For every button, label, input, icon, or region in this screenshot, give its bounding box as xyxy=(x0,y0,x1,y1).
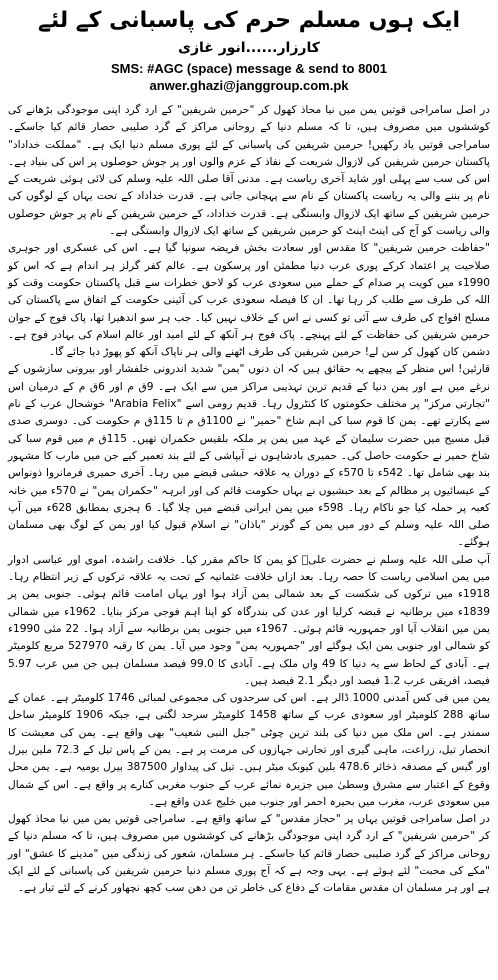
sms-instructions: SMS: #AGC (space) message & send to 8001 xyxy=(111,61,387,76)
article-paragraph: در اصل سامراجی قوتیں یمن میں نیا محاذ کھول کر "حرمین شریفین" کے ارد گرد اپنی موجودگی بڑھانے کی کوششوں میں مصروف ہیں، تا کہ مسلم دنیا کے روحانی مراکز کے گرد صلیبی حصار قائم کیا جاسکے۔ سامراجی قوتیں یاد رکھیں! حرمین شریفین کی پاسبانی کے لئے پوری مسلم دنیا ایک ہے۔ "مملکت خداداد" پاکستان حرمین شریفین کی لازوال شریعت کے نفاذ کے عزم والوں اور پر جوش حوصلوں پر اس کی بنیاد ہے۔ اس کی سب سے پہلی اور شاید آخری ریاست ہے۔ مدنی آقا صلی اللہ علیہ وسلم کی لائی ہوئی شریعت کے نام پر بننے والی یہ ریاست پاکستان کے نام سے پہچانی جاتی ہے۔ قدرت خداداد کے تحت یہاں کے لوگوں کی حرمین شریفین کے ساتھ ایک لازوال وابستگی ہے۔ قدرت خداداد، کے حرمین شریفین کے نام پر جوش حوصلوں والی ریاست کو آج کی اینٹ اینٹ کو حرمین شریفین کے ساتھ ایک لازوال وابستگی ہے۔ xyxy=(8,104,490,238)
article-paragraph: "حفاظت حرمین شریفین" کا مقدس اور سعادت بخش فریضہ سونپا گیا ہے۔ اس کی عسکری اور جوہری صلاحیت پر اعتماد کرکے پوری عرب دنیا مطمئن اور پرسکون ہے۔ عالم کفر گرلز ہر اندام ہے کہ اس کو 1990ء میں کویت پر صدام کے حملے میں سعودی عرب کو لاحق خطرات سے قبل پاکستان حکومت وقت کو اللہ کی طرف سے طلب کر رہا تھا۔ ان کا فیصلہ سعودی عرب کی آئینی حکومت کے اتفاق سے پاکستان کی مسلح افواج کی طرف سے آئی تو کسی نے اس کے خلاف نہیں کیا۔ جب ہر سو اندھیرا تھا، پاک فوج کے جوان حرمین شریفین کی حفاظت کے لئے پہنچے۔ پاک فوج ہر آنکھ کے لئے امید اور عالم اسلام کی بہادر فوج ہے۔ دشمن کان کھول کر سن لے! حرمین شریفین کی طرف اٹھنے والی ہر ناپاک آنکھ کو پھوڑ دیا جائے گا۔ xyxy=(8,242,490,359)
article-body xyxy=(6,102,492,898)
article-paragraph: قارئین! اس منظر کے پیچھے یہ حقائق ہیں کہ ان دنوں "یمن" شدید اندرونی خلفشار اور بیرونی سازشوں کے نرغے میں ہے اور یمن دنیا کے قدیم ترین تہذیبی مراکز میں سے ایک ہے۔ 9ق م اور 6ق م کے درمیان اس "تجارتی مرکز" پر مختلف حکومتوں کا کنٹرول رہا۔ قدیم رومی اسے "Arabia Felix" خوشحال عرب کے نام سے پکارتے تھے۔ یمن کا قوم سبا کی اہم شاخ "حمیر" نے 1100ق م تا 115ق م حکومت کی۔ دوسری صدی قبل مسیح میں حضرت سلیمان کے عہد میں یمن پر ملکہ بلقیس حکمران تھیں۔ 115ق م میں قوم سبا کی شاخ حمیر نے حکومت حاصل کی۔ حمیری بادشاہوں نے آبپاشی کے لئے بند تعمیر کیے جن میں مارب کا مشہور بند بھی شامل تھا۔ 542ء تا 570ء کے دوران یہ علاقہ حبشی قبضے میں رہا۔ آخری حمیری فرمانروا ذونواس کے عیسائیوں پر مظالم کے بعد حبشیوں نے یہاں حکومت قائم کی اور ابرہہ "حکمران یمن" نے 570ء میں خانہ کعبہ پر حملہ کیا جو ناکام رہا۔ 598ء میں یمن ایرانی قبضے میں چلا گیا۔ 6 ہجری بمطابق 628ء میں آپ صلی اللہ علیہ وسلم کے دور میں یمن کے گورنر "باذان" نے اسلام قبول کیا اور یمن کے لوگ بھی مسلمان ہوگئے۔ xyxy=(8,363,491,549)
article-paragraph: در اصل سامراجی قوتیں یہاں پر "حجاز مقدس" کے ساتھ واقع ہے۔ سامراجی قوتیں یمن میں نیا محاذ کھول کر "حرمین شریفین" کے ارد گرد اپنی موجودگی بڑھانے کی کوششوں میں مصروف ہیں، تا کہ مسلم دنیا کے روحانی مراکز کے گرد صلیبی حصار قائم کیا جاسکے۔ ہر مسلمان، شعور کی زندگی میں "مدینے کا عشق" اور "مکے کی محبت" لئے ہوئے ہے۔ یہی وجہ ہے کہ آج پوری مسلم دنیا حرمین شریفین کی پاسبانی کے لئے ایک ہے اور ہر مسلمان ان مقدس مقامات کے دفاع کی خاطر تن من دھن سب کچھ نچھاور کرنے کے لئے تیار ہے۔ xyxy=(8,813,490,895)
article-paragraph: یمن میں فی کس آمدنی 1000 ڈالر ہے۔ اس کی سرحدوں کی مجموعی لمبائی 1746 کلومیٹر ہے۔ عمان کے ساتھ 288 کلومیٹر اور سعودی عرب کے ساتھ 1458 کلومیٹر سرحد لگتی ہے، جبکہ 1906 کلومیٹر ساحل سمندر ہے۔ اس ملک میں دنیا کی بلند ترین چوٹی "جبل النبی شعیب" بھی واقع ہے۔ یمن کی معیشت کا انحصار تیل، زراعت، ماہی گیری اور تجارتی جہازوں کی مرمت پر ہے۔ یمن کے پاس تیل کے 72.3 ملین بیرل اور گیس کے مصدقہ ذخائر 478.6 بلین کیوبک میٹر ہیں۔ تیل کی پیداوار 387500 بیرل یومیہ ہے۔ یمن محل وقوع کے اعتبار سے مشرق وسطیٰ میں جزیرہ نمائے عرب کے جنوب مغربی کنارے پر واقع ہے۔ اس کے شمال میں سعودی عرب، مغرب میں بحیرہ احمر اور جنوب میں خلیج عدن واقع ہے۔ xyxy=(8,692,491,808)
article-headline: ایک ہوں مسلم حرم کی پاسبانی کے لئے xyxy=(37,8,461,33)
author-email: anwer.ghazi@janggroup.com.pk xyxy=(149,78,349,93)
article-paragraph: آپ صلی اللہ علیہ وسلم نے حضرت علیؓ کو یمن کا حاکم مقرر کیا۔ خلافت راشدہ، اموی اور عباسی ادوار میں یمن اسلامی ریاست کا حصہ رہا۔ بعد ازاں خلافت عثمانیہ کے تحت یہ علاقہ ترکوں کے زیر انتظام رہا۔ 1918ء میں ترکوں کی شکست کے بعد شمالی یمن آزاد ہوا اور یہاں امامت قائم ہوئی۔ جنوبی یمن پر 1839ء میں برطانیہ نے قبضہ کرلیا اور عدن کی بندرگاہ کو اپنا اہم فوجی مرکز بنایا۔ 1962ء میں شمالی یمن میں انقلاب آیا اور جمہوریہ قائم ہوئی۔ 1967ء میں جنوبی یمن برطانیہ سے آزاد ہوا۔ 22 مئی 1990ء کو شمالی اور جنوبی یمن ایک ہوگئے اور "جمہوریہ یمن" وجود میں آیا۔ یمن کا رقبہ 527970 مربع کلومیٹر ہے۔ آبادی کے لحاظ سے یہ دنیا کا 49 واں ملک ہے۔ آبادی کا 99.0 فیصد مسلمان ہیں جن میں عرب 5.97 فیصد، افریقی عرب 1.2 فیصد اور دیگر 2.1 فیصد ہیں۔ xyxy=(8,553,491,687)
article-byline: کارزار......انور غازی xyxy=(178,40,320,56)
